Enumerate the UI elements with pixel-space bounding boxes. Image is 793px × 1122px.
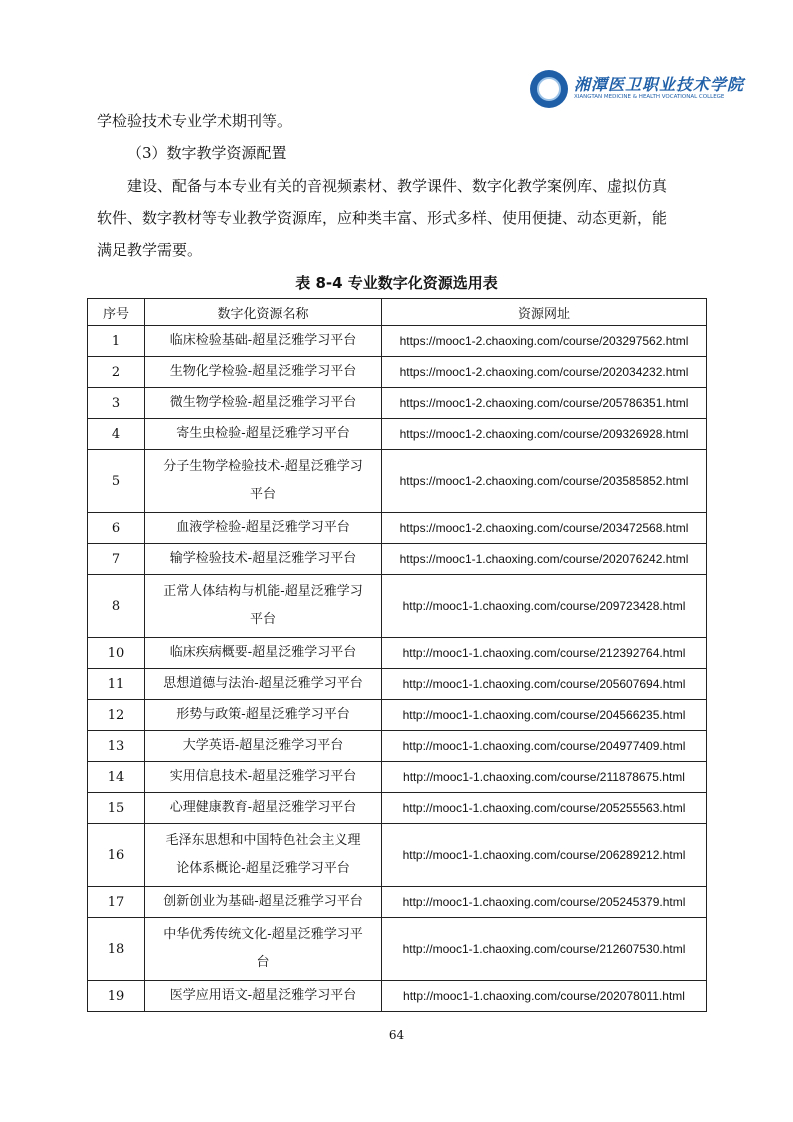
row-number: 5 (88, 450, 145, 513)
resource-url: http://mooc1-1.chaoxing.com/course/209723428.html (382, 575, 707, 638)
row-number: 17 (88, 887, 145, 918)
row-number: 14 (88, 762, 145, 793)
resource-name-line: 微生物学检验-超星泛雅学习平台 (169, 395, 357, 410)
resource-url: https://mooc1-1.chaoxing.com/course/202076242.html (382, 544, 707, 575)
college-emblem-icon (530, 70, 568, 108)
resource-name-line: 生物化学检验-超星泛雅学习平台 (169, 364, 357, 379)
resource-name (145, 669, 382, 700)
table-row (88, 544, 707, 575)
header-url: 资源网址 (382, 299, 707, 326)
resource-name-line: 心理健康教育-超星泛雅学习平台 (169, 800, 357, 815)
table-row (88, 824, 707, 887)
row-number: 10 (88, 638, 145, 669)
resource-url: https://mooc1-2.chaoxing.com/course/203585852.html (382, 450, 707, 513)
row-number: 6 (88, 513, 145, 544)
resource-name (145, 762, 382, 793)
resource-name (145, 326, 382, 357)
resource-url: http://mooc1-1.chaoxing.com/course/204566235.html (382, 700, 707, 731)
row-number: 7 (88, 544, 145, 575)
resource-name (145, 793, 382, 824)
resource-name-line: 中华优秀传统文化-超星泛雅学习平 (163, 927, 363, 942)
resource-name-line: 台 (256, 955, 270, 970)
resource-name (145, 700, 382, 731)
resource-name-line: 医学应用语文-超星泛雅学习平台 (169, 988, 357, 1003)
resource-name (145, 575, 382, 638)
table-row (88, 669, 707, 700)
resource-url: https://mooc1-2.chaoxing.com/course/202034232.html (382, 357, 707, 388)
row-number: 15 (88, 793, 145, 824)
resource-name (145, 450, 382, 513)
resource-name-line: 平台 (249, 612, 276, 627)
row-number: 18 (88, 918, 145, 981)
table-row (88, 638, 707, 669)
resource-name-line: 平台 (249, 487, 276, 502)
resource-url: https://mooc1-2.chaoxing.com/course/205786351.html (382, 388, 707, 419)
resource-url: http://mooc1-1.chaoxing.com/course/202078011.html (382, 981, 707, 1012)
paragraph-line-3: 满足教学需要。 (97, 241, 203, 259)
resource-name (145, 731, 382, 762)
resource-name (145, 918, 382, 981)
resource-url: https://mooc1-2.chaoxing.com/course/203472568.html (382, 513, 707, 544)
resource-name (145, 388, 382, 419)
resource-name-line: 毛泽东思想和中国特色社会主义理 (165, 833, 361, 848)
row-number: 8 (88, 575, 145, 638)
resource-name-line: 论体系概论-超星泛雅学习平台 (176, 861, 350, 876)
resource-url: http://mooc1-1.chaoxing.com/course/212607530.html (382, 918, 707, 981)
table-row (88, 326, 707, 357)
resource-name (145, 544, 382, 575)
table-row (88, 700, 707, 731)
logo-english-name: XIANGTAN MEDICINE & HEALTH VOCATIONAL COLLEGE (574, 94, 725, 100)
table-row (88, 450, 707, 513)
logo-chinese-name: 湘潭医卫职业技术学院 (574, 75, 745, 94)
row-number: 11 (88, 669, 145, 700)
table-row (88, 357, 707, 388)
row-number: 2 (88, 357, 145, 388)
table-row (88, 419, 707, 450)
row-number: 3 (88, 388, 145, 419)
table-row (88, 575, 707, 638)
resource-name (145, 419, 382, 450)
resource-name (145, 638, 382, 669)
resource-url: https://mooc1-2.chaoxing.com/course/203297562.html (382, 326, 707, 357)
resource-url: http://mooc1-1.chaoxing.com/course/206289212.html (382, 824, 707, 887)
row-number: 1 (88, 326, 145, 357)
page-number: 64 (388, 1028, 405, 1042)
resource-url: http://mooc1-1.chaoxing.com/course/205255563.html (382, 793, 707, 824)
body-line-continuation: 学检验技术专业学术期刊等。 (97, 112, 293, 130)
row-number: 19 (88, 981, 145, 1012)
resource-name-line: 临床检验基础-超星泛雅学习平台 (169, 333, 357, 348)
table-row (88, 887, 707, 918)
resource-name-line: 形势与政策-超星泛雅学习平台 (176, 707, 350, 722)
resource-url: http://mooc1-1.chaoxing.com/course/211878675.html (382, 762, 707, 793)
resource-name-line: 输学检验技术-超星泛雅学习平台 (169, 551, 357, 566)
resource-name-line: 血液学检验-超星泛雅学习平台 (176, 520, 350, 535)
resource-name-line: 大学英语-超星泛雅学习平台 (182, 738, 344, 753)
resource-name-line: 寄生虫检验-超星泛雅学习平台 (176, 426, 350, 441)
table-row (88, 388, 707, 419)
resource-name-line: 临床疾病概要-超星泛雅学习平台 (169, 645, 357, 660)
header-name: 数字化资源名称 (145, 299, 382, 326)
row-number: 12 (88, 700, 145, 731)
resource-name (145, 513, 382, 544)
resource-name-line: 实用信息技术-超星泛雅学习平台 (169, 769, 357, 784)
table-header-row (88, 299, 707, 326)
resource-name (145, 887, 382, 918)
paragraph-line-2: 软件、数字教材等专业教学资源库，应种类丰富、形式多样、使用便捷、动态更新，能 (97, 209, 668, 227)
table-row (88, 793, 707, 824)
resource-name-line: 正常人体结构与机能-超星泛雅学习 (163, 584, 363, 599)
section-heading: （3）数字教学资源配置 (127, 144, 287, 162)
resource-name (145, 981, 382, 1012)
table-row (88, 762, 707, 793)
resource-name (145, 357, 382, 388)
row-number: 4 (88, 419, 145, 450)
resource-table (87, 298, 707, 1012)
college-logo (530, 70, 745, 110)
resource-url: http://mooc1-1.chaoxing.com/course/204977409.html (382, 731, 707, 762)
resource-url: http://mooc1-1.chaoxing.com/course/205245379.html (382, 887, 707, 918)
table-row (88, 918, 707, 981)
header-no: 序号 (88, 299, 145, 326)
resource-name-line: 创新创业为基础-超星泛雅学习平台 (163, 894, 363, 909)
resource-url: https://mooc1-2.chaoxing.com/course/209326928.html (382, 419, 707, 450)
resource-name-line: 分子生物学检验技术-超星泛雅学习 (163, 459, 363, 474)
table-row (88, 731, 707, 762)
table-caption: 表 8-4 专业数字化资源选用表 (295, 274, 498, 292)
paragraph-line-1: 建设、配备与本专业有关的音视频素材、教学课件、数字化教学案例库、虚拟仿真 (127, 177, 668, 195)
resource-name (145, 824, 382, 887)
resource-url: http://mooc1-1.chaoxing.com/course/205607694.html (382, 669, 707, 700)
table-row (88, 513, 707, 544)
resource-url: http://mooc1-1.chaoxing.com/course/212392764.html (382, 638, 707, 669)
resource-name-line: 思想道德与法治-超星泛雅学习平台 (163, 676, 363, 691)
row-number: 16 (88, 824, 145, 887)
row-number: 13 (88, 731, 145, 762)
table-row (88, 981, 707, 1012)
